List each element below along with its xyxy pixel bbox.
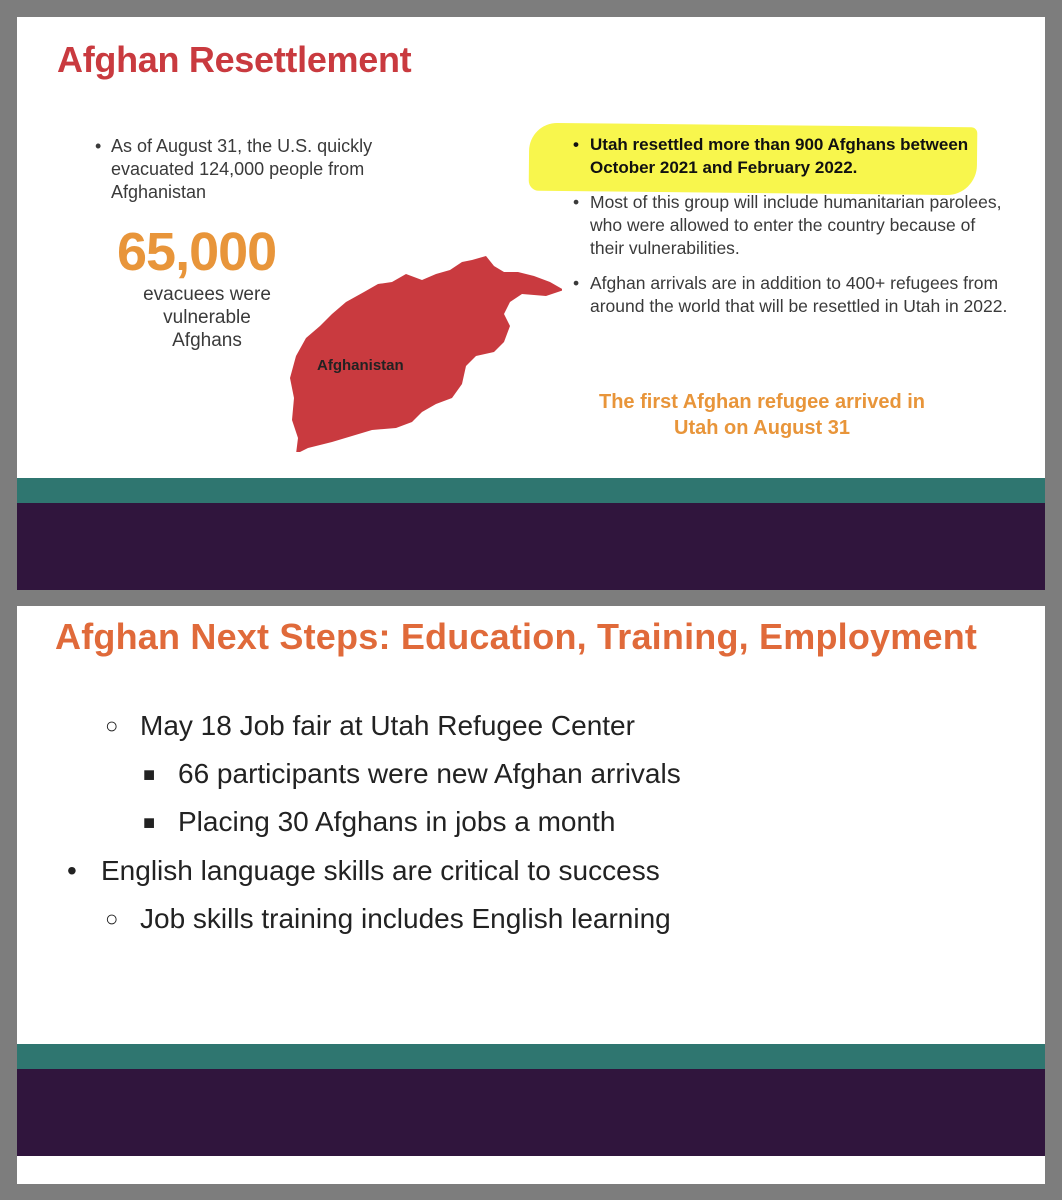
footer-band-purple xyxy=(17,1069,1045,1156)
resettlement-bullets xyxy=(573,133,1013,330)
evacuation-bullet xyxy=(95,135,395,204)
list-item-text: English language skills are critical to success xyxy=(101,855,660,886)
slide-title: Afghan Resettlement xyxy=(57,39,412,80)
list-item-text: May 18 Job fair at Utah Refugee Center xyxy=(140,710,635,741)
square-marker: ■ xyxy=(143,764,156,786)
slide-next-steps xyxy=(17,606,1045,1184)
slide-title: Afghan Next Steps: Education, Training, Employment xyxy=(55,616,978,657)
stat-caption: evacuees were vulnerable Afghans xyxy=(143,284,271,351)
list-item-text: Placing 30 Afghans in jobs a month xyxy=(178,806,616,837)
bullet-dot: • xyxy=(67,855,77,886)
slide-afghan-resettlement xyxy=(17,17,1045,590)
footer-band-teal xyxy=(17,478,1045,503)
bullet-dot: • xyxy=(573,135,579,154)
afghanistan-map-shape xyxy=(290,256,562,452)
bullet-humanitarian-parolees xyxy=(573,191,1013,260)
bullet-dot: • xyxy=(573,192,580,212)
afghanistan-map xyxy=(272,252,562,452)
evacuation-text: As of August 31, the U.S. quickly evacuated 124,000 people from Afghanistan xyxy=(111,136,373,202)
bullet-utah-resettled xyxy=(573,133,1013,179)
bullet-text: Afghan arrivals are in addition to 400+ refugees from around the world that will be resettled in Utah in 2022. xyxy=(590,273,1008,316)
map-label: Afghanistan xyxy=(317,357,404,374)
list-item-text: Job skills training includes English learning xyxy=(140,903,671,934)
bullet-text: Utah resettled more than 900 Afghans between October 2021 and February 2022. xyxy=(590,135,969,177)
footer-band-purple xyxy=(17,503,1045,590)
square-marker: ■ xyxy=(143,812,156,834)
bullet-text: Most of this group will include humanitarian parolees, who were allowed to enter the country because of their vulnerabilities. xyxy=(590,192,1002,258)
hollow-circle-marker: ○ xyxy=(105,906,119,931)
bullet-dot: • xyxy=(95,136,102,156)
bullet-additional-refugees xyxy=(573,272,1013,318)
bullet-dot: • xyxy=(573,273,580,293)
footer-band-teal xyxy=(17,1044,1045,1069)
hollow-circle-marker: ○ xyxy=(105,713,119,738)
list-item-text: 66 participants were new Afghan arrivals xyxy=(178,758,681,789)
first-arrival-note: The first Afghan refugee arrived in Utah on August 31 xyxy=(599,391,925,439)
stat-number: 65,000 xyxy=(117,222,277,282)
